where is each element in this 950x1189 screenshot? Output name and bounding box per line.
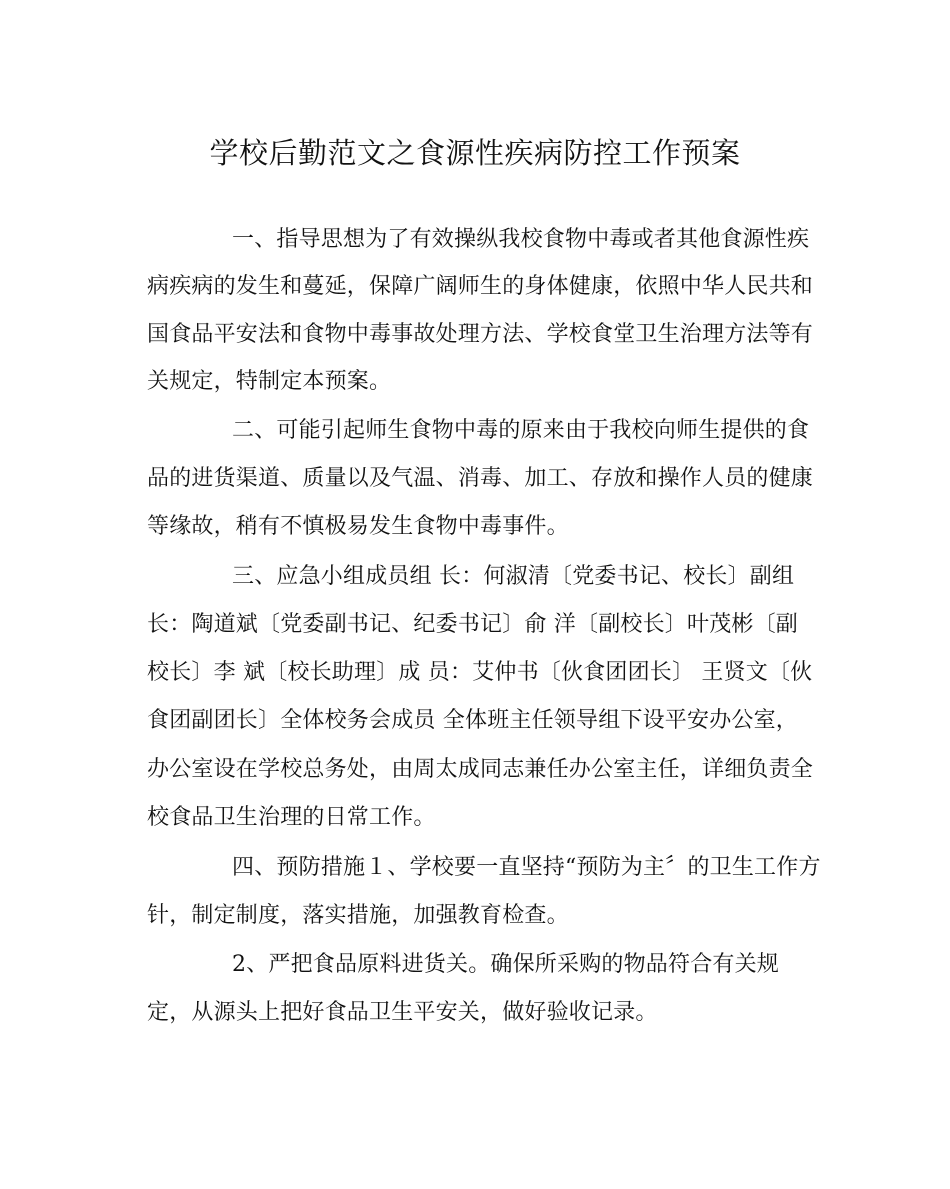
paragraph-3-line-2: 长：陶道斌〔党委副书记、纪委书记〕俞 洋〔副校长〕叶茂彬〔副 <box>147 612 798 637</box>
paragraph-1-line-4: 关规定，特制定本预案。 <box>147 369 392 394</box>
document-title: 学校后勤范文之食源性疾病防控工作预案 <box>209 136 741 170</box>
paragraph-1-line-2: 病疾病的发生和蔓延，保障广阔师生的身体健康，依照中华人民共和 <box>147 274 814 299</box>
paragraph-2-line-3: 等缘故，稍有不慎极易发生食物中毒事件。 <box>147 514 569 539</box>
paragraph-5-line-1: 2、严把食品原料进货关。确保所采购的物品符合有关规 <box>232 952 779 977</box>
paragraph-4-line-2: 针，制定制度，落实措施，加强教育检查。 <box>147 903 569 928</box>
paragraph-1-line-3: 国食品平安法和食物中毒事故处理方法、学校食堂卫生治理方法等有 <box>147 322 814 347</box>
paragraph-3-line-6: 校食品卫生治理的日常工作。 <box>147 805 436 830</box>
paragraph-3-line-4: 食团副团长〕全体校务会成员 全体班主任领导组下设平安办公室， <box>147 708 798 733</box>
paragraph-4-line-1: 四、预防措施１、学校要一直坚持“预防为主〞的卫生工作方 <box>232 855 821 880</box>
paragraph-3-line-1: 三、应急小组成员组 长：何淑清〔党委书记、校长〕副组 <box>232 564 795 589</box>
paragraph-5-line-2: 定，从源头上把好食品卫生平安关，做好验收记录。 <box>147 1000 658 1025</box>
paragraph-2-line-1: 二、可能引起师生食物中毒的原来由于我校向师生提供的食 <box>232 418 810 443</box>
paragraph-2-line-2: 品的进货渠道、质量以及气温、消毒、加工、存放和操作人员的健康 <box>147 466 814 491</box>
paragraph-3-line-3: 校长〕李 斌〔校长助理〕成 员：艾仲书〔伙食团团长〕 王贤文〔伙 <box>147 660 813 685</box>
paragraph-1-line-1: 一、指导思想为了有效操纵我校食物中毒或者其他食源性疾 <box>232 227 810 252</box>
paragraph-3-line-5: 办公室设在学校总务处，由周太成同志兼任办公室主任，详细负责全 <box>147 757 814 782</box>
